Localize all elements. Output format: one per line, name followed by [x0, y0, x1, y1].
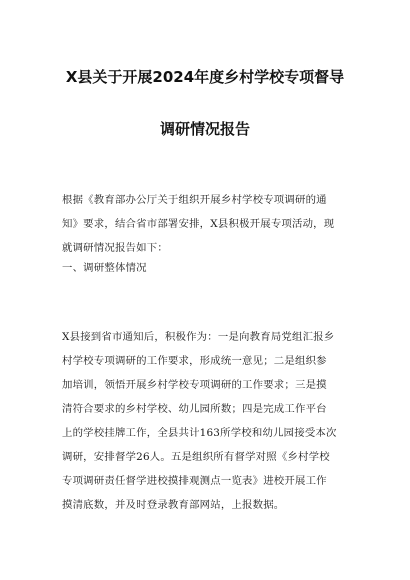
body-line: 专项调研责任督学进校摸排观测点一览表》进校开展工作: [62, 475, 327, 487]
body-line: X县接到省市通知后，积极作为：一是向教育局党组汇报乡: [62, 331, 335, 343]
body-line: 摸清底数，并及时登录教育部网站，上报数据。: [62, 499, 285, 511]
body-line: 加培训，领悟开展乡村学校专项调研的工作要求；三是摸: [62, 379, 327, 391]
intro-line: 根据《教育部办公厅关于组织开展乡村学校专项调研的通: [62, 194, 327, 206]
body-line: 村学校专项调研的工作要求，形成统一意见；二是组织参: [62, 355, 327, 367]
body-paragraph: [62, 325, 352, 517]
intro-paragraph: [62, 188, 352, 260]
body-line: 上的学校挂牌工作，全县共计163所学校和幼儿园接受本次: [62, 427, 337, 439]
section-heading: [62, 256, 352, 280]
body-line: 清符合要求的乡村学校、幼儿园所数；四是完成工作平台: [62, 403, 327, 415]
intro-line: 就调研情况报告如下：: [62, 242, 168, 254]
intro-line: 知》要求，结合省市部署安排，X县积极开展专项活动，现: [62, 218, 335, 230]
document-title-line-2: 调研情况报告: [159, 120, 250, 138]
section-heading-text: 一、调研整体情况: [62, 262, 147, 274]
document-title-line-1: X县关于开展2024年度乡村学校专项督导: [65, 68, 345, 86]
body-line: 调研，安排督学26人。五是组织所有督学对照《乡村学校: [62, 451, 330, 463]
